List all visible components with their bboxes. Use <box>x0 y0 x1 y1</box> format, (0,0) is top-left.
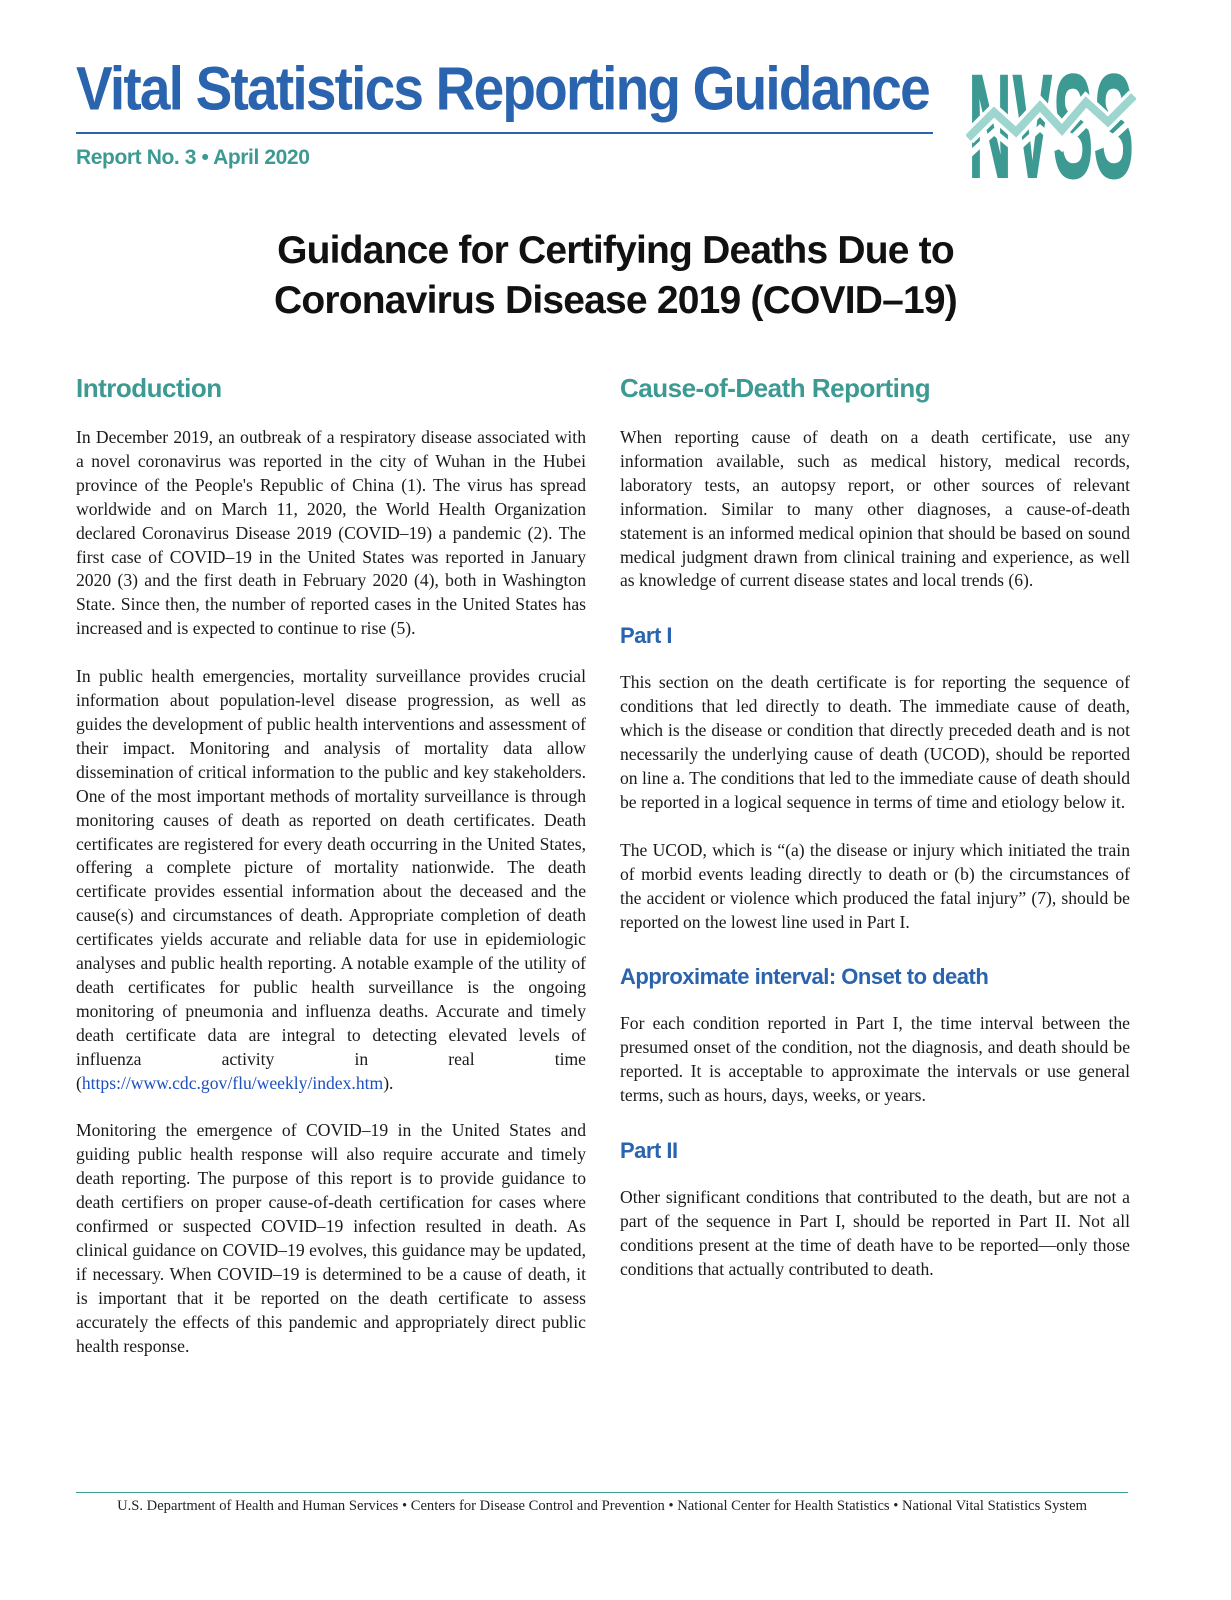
part-1-paragraph-1: This section on the death certificate is for reporting the sequence of conditions that led directly to death. The immediate cause of death, which is the disease or condition that directly preceded death and is not necessarily the underlying cause of death (UCOD), should be reported on line a. The conditions that led to the immediate cause of death should be reported in a logical sequence in terms of time and etiology below it. <box>620 672 1130 812</box>
report-number: Report No. 3 • April 2020 <box>76 146 310 169</box>
intro-paragraph-2 <box>76 665 586 1095</box>
intro-paragraph-3: Monitoring the emergence of COVID–19 in the United States and guiding public health response will also require accurate and timely death reporting. The purpose of this report is to provide guidance to death certifiers on proper cause-of-death certification for cases where confirmed or suspected COVID–19 infection resulted in death. As clinical guidance on COVID–19 evolves, this guidance may be updated, if necessary. When COVID–19 is determined to be a cause of death, it is important that it be reported on the death certificate to assess accurately the effects of this pandemic and appropriately direct public health response. <box>76 1120 586 1356</box>
title-line-2: Coronavirus Disease 2019 (COVID–19) <box>274 279 957 322</box>
masthead-divider <box>76 132 933 134</box>
title-line-1: Guidance for Certifying Deaths Due to <box>277 229 954 272</box>
introduction-heading: Introduction <box>76 373 222 403</box>
part-1-paragraph-2: The UCOD, which is “(a) the disease or injury which initiated the train of morbid events leading directly to death or (b) the circumstances of the accident or violence which produced the fatal injury” (7), should be reported on the lowest line used in Part I. <box>620 839 1130 932</box>
intro-paragraph-2-end: ). <box>383 1072 394 1093</box>
footer: U.S. Department of Health and Human Services • Centers for Disease Control and Prevention • National Center for Health Statistics • National Vital Statistics System <box>117 1498 1087 1514</box>
nvss-logo <box>966 52 1136 184</box>
interval-paragraph: For each condition reported in Part I, the time interval between the presumed onset of the condition, not the diagnosis, and death should be reported. It is acceptable to approximate the intervals or use general terms, such as hours, days, weeks, or years. <box>620 1013 1130 1106</box>
interval-heading: Approximate interval: Onset to death <box>620 964 989 990</box>
intro-paragraph-1: In December 2019, an outbreak of a respiratory disease associated with a novel coronavirus was reported in the city of Wuhan in the Hubei province of the People's Republic of China (1). The virus has spread worldwide and on March 11, 2020, the World Health Organization declared Coronavirus Disease 2019 (COVID–19) a pandemic (2). The first case of COVID–19 in the United States was reported in January 2020 (3) and the first death in February 2020 (4), both in Washington State. Since then, the number of reported cases in the United States has increased and is expected to continue to rise (5). <box>76 427 586 639</box>
part-2-heading: Part II <box>620 1138 678 1164</box>
cause-of-death-heading: Cause-of-Death Reporting <box>620 373 931 403</box>
logo-text: NVSS <box>968 52 1134 184</box>
flu-weekly-link[interactable]: https://www.cdc.gov/flu/weekly/index.htm <box>81 1072 384 1093</box>
right-column <box>620 370 1130 1282</box>
cause-of-death-paragraph: When reporting cause of death on a death certificate, use any information available, such as medical history, medical records, laboratory tests, an autopsy report, or other sources of relevant information. Similar to many other diagnoses, a cause-of-death statement is an informed medical opinion that should be based on sound medical judgment drawn from clinical training and experience, as well as knowledge of current disease states and local trends (6). <box>620 427 1130 591</box>
part-1-heading: Part I <box>620 623 673 649</box>
footer-divider <box>76 1492 1128 1493</box>
intro-paragraph-2-text: In public health emergencies, mortality surveillance provides crucial information about population-level disease progression, as well as guides the development of public health interventions and assessment of their impact. Monitoring and analysis of mortality data allow dissemination of critical information to the public and key stakeholders. One of the most important methods of mortality surveillance is through monitoring causes of death as reported on death certificates. Death certificates are registered for every death occurring in the United States, offering a complete picture of mortality nationwide. The death certificate provides essential information about the deceased and the cause(s) and circumstances of death. Appropriate completion of death certificates yields accurate and reliable data for use in epidemiologic analyses and public health reporting. A notable example of the utility of death certificates for public health surveillance is the ongoing monitoring of pneumonia and influenza deaths. Accurate and timely death certificate data are integral to detecting elevated levels of influenza activity in real time ( <box>76 666 586 1093</box>
document-title <box>0 226 1231 326</box>
masthead-title: Vital Statistics Reporting Guidance <box>76 53 929 123</box>
left-column <box>76 370 586 1359</box>
part-2-paragraph: Other significant conditions that contributed to the death, but are not a part of the sequence in Part I, should be reported in Part II. Not all conditions present at the time of death have to be reported—only those conditions that actually contributed to death. <box>620 1187 1130 1279</box>
